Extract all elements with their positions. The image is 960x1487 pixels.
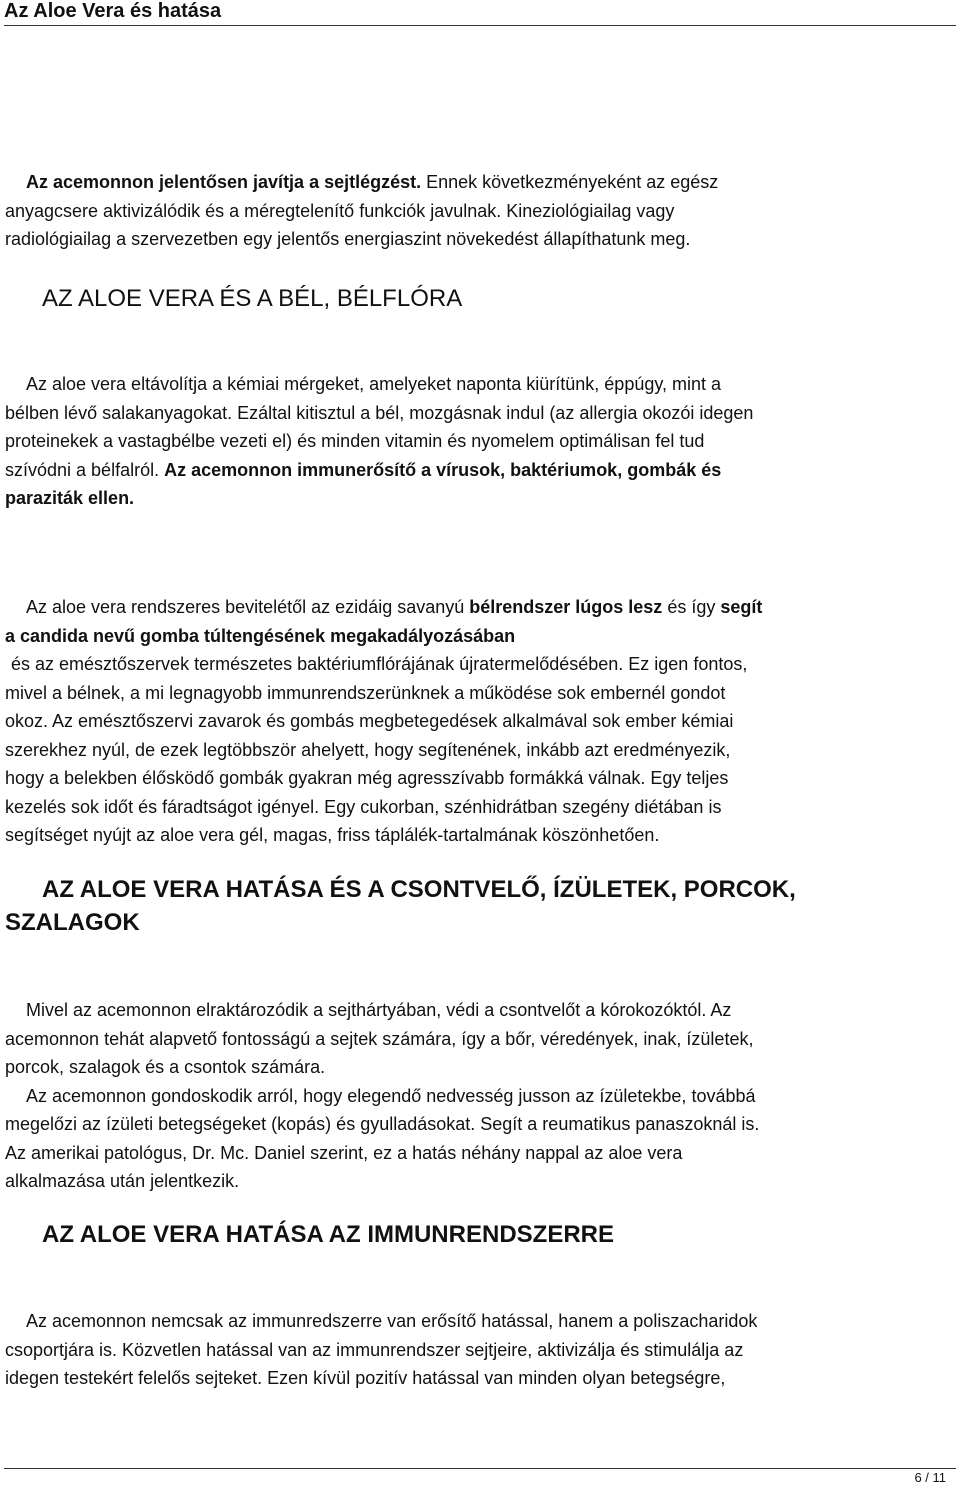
header-divider <box>4 25 956 26</box>
section1-line-2: bélben lévő salakanyagokat. Ezáltal kitisztul a bél, mozgásnak indul (az allergia okozói idegen <box>5 402 754 423</box>
section2-line-8: kezelés sok időt és fáradtságot igényel. Egy cukorban, szénhidrátban szegény diétában is <box>5 796 722 817</box>
section4-line-2: csoportjára is. Közvetlen hatással van az immunrendszer sejtjeire, aktivizálja és stimulálja az <box>5 1339 744 1360</box>
section3-paragraph-2 <box>5 1110 759 1196</box>
section3-line-5: megelőzi az ízületi betegségeket (kopás) és gyulladásokat. Segít a reumatikus panaszoknál is. <box>5 1114 760 1134</box>
footer-divider <box>4 1468 956 1469</box>
section1-line-1: Az aloe vera eltávolítja a kémiai mérgeket, amelyeket naponta kiürítünk, éppúgy, mint a <box>26 374 722 394</box>
section-heading-immunrendszer: AZ ALOE VERA HATÁSA AZ IMMUNRENDSZERRE <box>42 1221 614 1248</box>
page-header <box>0 0 960 30</box>
section-heading-bel: AZ ALOE VERA ÉS A BÉL, BÉLFLÓRA <box>42 285 463 312</box>
section3-line-3: porcok, szalagok és a csontok számára. <box>5 1057 326 1077</box>
page-number: 6 / 11 <box>914 1470 946 1485</box>
section1-line-5: paraziták ellen. <box>5 488 135 508</box>
document-title: Az Aloe Vera és hatása <box>4 0 222 22</box>
section4-line-1: Az acemonnon nemcsak az immunredszerre van erősítő hatással, hanem a poliszacharidok <box>26 1311 758 1331</box>
section3-line-2: acemonnon tehát alapvető fontosságú a sejtek számára, így a bőr, véredények, inak, ízületek, <box>5 1028 754 1049</box>
intro-bold: Az acemonnon jelentősen javítja a sejtlégzést. <box>26 172 422 192</box>
intro-line-1: Az acemonnon jelentősen javítja a sejtlégzést. Ennek következményeként az egész <box>26 172 719 192</box>
section2-paragraph <box>5 679 733 850</box>
section3-line-7: alkalmazása után jelentkezik. <box>5 1171 240 1191</box>
section3-line-6: Az amerikai patológus, Dr. Mc. Daniel szerint, ez a hatás néhány nappal az aloe vera <box>5 1142 683 1163</box>
section2-line-1: Az aloe vera rendszeres bevitelétől az ezidáig savanyú bélrendszer lúgos lesz és így segít <box>26 597 763 617</box>
section4-line-3: idegen testekért felelős sejteket. Ezen kívül pozitív hatással van minden olyan betegségre, <box>5 1368 726 1388</box>
section1-paragraph <box>5 399 753 513</box>
section2-line-4: mivel a bélnek, a mi legnagyobb immunrendszerünknek a működése sok embernél gondot <box>5 682 726 703</box>
section2-line-3: és az emésztőszervek természetes baktériumflórájának újratermelődésében. Ez igen fontos, <box>11 654 748 674</box>
section4-paragraph <box>5 1336 743 1393</box>
intro-line-3: radiológiailag a szervezetben egy jelentős energiaszint növekedést állapíthatunk meg. <box>5 229 691 249</box>
section2-line-5: okoz. Az emésztőszervi zavarok és gombás megbetegedések alkalmával sok ember kémiai <box>5 711 734 731</box>
section3-line-4: Az acemonnon gondoskodik arról, hogy elegendő nedvesség jusson az ízületekbe, továbbá <box>26 1085 756 1106</box>
section-heading-csontvelo-1: AZ ALOE VERA HATÁSA ÉS A CSONTVELŐ, ÍZÜLETEK, PORCOK, <box>42 876 796 903</box>
intro-line-2: anyagcsere aktivizálódik és a méregtelenítő funkciók javulnak. Kineziológiailag vagy <box>5 200 675 221</box>
section2-line-9: segítséget nyújt az aloe vera gél, magas, friss táplálék-tartalmának köszönhetően. <box>5 825 660 845</box>
section-heading-csontvelo-2: SZALAGOK <box>5 909 140 936</box>
section3-line-1: Mivel az acemonnon elraktározódik a sejthártyában, védi a csontvelőt a kórokozóktól. Az <box>26 1000 732 1020</box>
section1-line-4: szívódni a bélfalról. Az acemonnon immunerősítő a vírusok, baktériumok, gombák és <box>5 459 722 480</box>
section2-line-6: szerekhez nyúl, de ezek legtöbbször ahelyett, hogy segítenének, inkább azt eredményezik, <box>5 739 731 760</box>
section1-line-3: proteinekek a vastagbélbe vezeti el) és minden vitamin és nyomelem optimálisan fel tud <box>5 431 705 451</box>
intro-paragraph-cont <box>5 197 690 254</box>
section2-line-2: a candida nevű gomba túltengésének megakadályozásában <box>5 625 516 646</box>
intro-paragraph <box>26 168 718 197</box>
section2-line-7: hogy a belekben élősködő gombák gyakran még agresszívabb formákká válnak. Egy teljes <box>5 768 729 788</box>
section3-paragraph <box>5 1025 753 1082</box>
